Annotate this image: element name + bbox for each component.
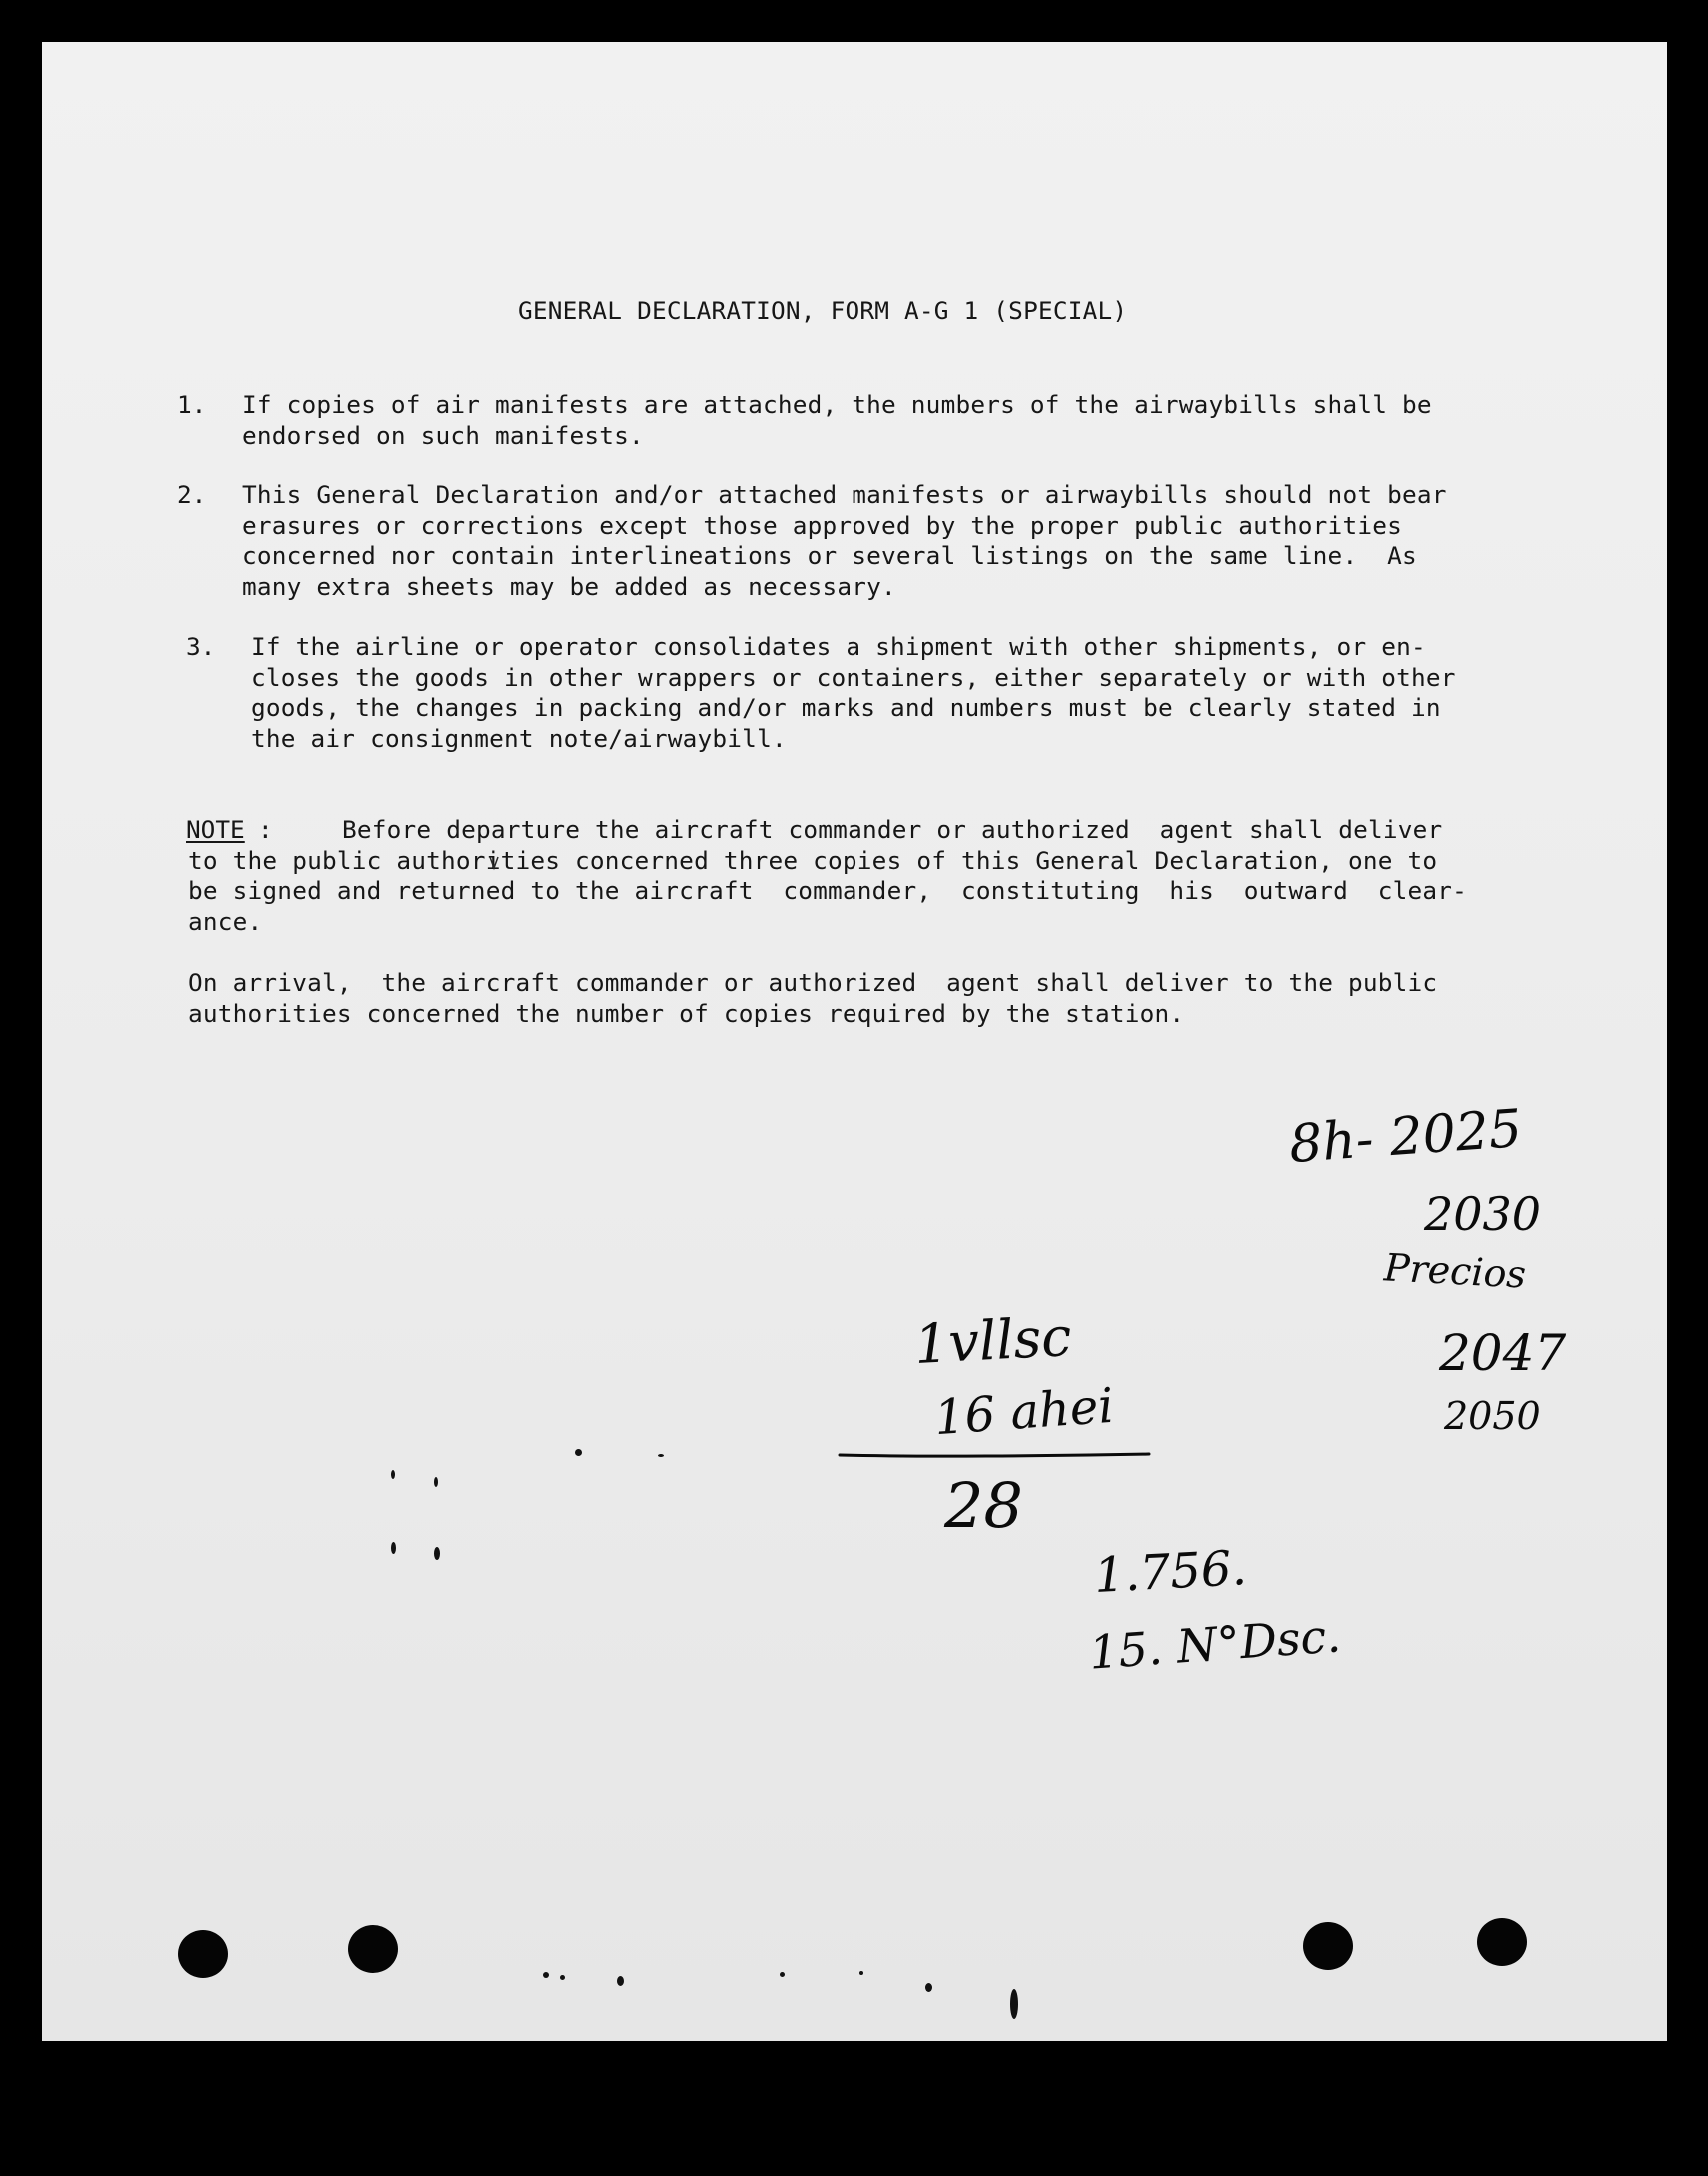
- note-line: be signed and returned to the aircraft commander, constituting his outward clear-: [188, 876, 1468, 905]
- dust-speck: [434, 1477, 438, 1487]
- dust-speck: [859, 1971, 863, 1975]
- punch-hole: [348, 1925, 398, 1973]
- note-caret-mark: [490, 857, 498, 868]
- dust-speck: [391, 1542, 396, 1554]
- paragraph-2-line: erasures or corrections except those approved by the proper public authorities: [242, 510, 1402, 540]
- paragraph-3-line: goods, the changes in packing and/or marks and numbers must be clearly stated in: [251, 693, 1441, 722]
- sum-line: [840, 1454, 1149, 1456]
- form-title: GENERAL DECLARATION, FORM A-G 1 (SPECIAL): [518, 296, 1128, 325]
- note-label: NOTE: [186, 815, 245, 844]
- dust-speck: [925, 1983, 932, 1992]
- dust-speck: [543, 1972, 549, 1978]
- paragraph-2-line: many extra sheets may be added as necessary.: [242, 571, 896, 601]
- dust-speck: [434, 1547, 440, 1560]
- paragraph-3-line: the air consignment note/airwaybill.: [251, 723, 787, 753]
- dust-speck: [391, 1470, 395, 1479]
- handwritten-note: 2030: [1424, 1187, 1542, 1241]
- arrival-line: authorities concerned the number of copies required by the station.: [188, 998, 1185, 1028]
- paragraph-1-line: endorsed on such manifests.: [242, 420, 644, 450]
- arrival-line: On arrival, the aircraft commander or authorized agent shall deliver to the public: [188, 968, 1438, 997]
- dust-speck: [658, 1454, 664, 1457]
- note-line: ance.: [188, 906, 263, 936]
- dust-speck: [1010, 1989, 1018, 2019]
- paragraph-1-line: If copies of air manifests are attached, the numbers of the airwaybills shall be: [242, 390, 1432, 419]
- handwritten-note: Precios: [1382, 1245, 1528, 1297]
- dust-speck: [617, 1976, 624, 1986]
- paragraph-3-line: If the airline or operator consolidates a shipment with other shipments, or en-: [251, 632, 1426, 661]
- punch-hole: [1303, 1922, 1353, 1970]
- handwritten-calc: 15. N°Dsc.: [1087, 1608, 1343, 1680]
- handwritten-note: 8h- 2025: [1287, 1098, 1524, 1176]
- handwritten-note: 2047: [1439, 1324, 1567, 1382]
- paragraph-3-number: 3.: [186, 632, 216, 661]
- handwritten-note: 2050: [1444, 1394, 1541, 1438]
- punch-hole: [1477, 1918, 1527, 1966]
- paragraph-2-line: This General Declaration and/or attached manifests or airwaybills should not bear: [242, 480, 1447, 509]
- punch-hole: [178, 1930, 228, 1978]
- handwritten-calc: 1.756.: [1092, 1540, 1249, 1604]
- dust-speck: [560, 1975, 565, 1980]
- paragraph-3-line: closes the goods in other wrappers or containers, either separately or with other: [251, 662, 1456, 692]
- handwritten-calc: 16 ahei: [932, 1377, 1116, 1447]
- paragraph-2-line: concerned nor contain interlineations or several listings on the same line. As: [242, 541, 1417, 570]
- note-line: to the public authorities concerned three copies of this General Declaration, one to: [188, 845, 1438, 875]
- handwritten-calc: 28: [944, 1469, 1023, 1542]
- handwritten-calc: 1vllsc: [912, 1304, 1073, 1377]
- paragraph-1-number: 1.: [177, 390, 207, 419]
- paragraph-2-number: 2.: [177, 480, 207, 509]
- dust-speck: [780, 1972, 785, 1977]
- dust-speck: [575, 1449, 582, 1456]
- note-first-line: Before departure the aircraft commander or authorized agent shall deliver: [342, 815, 1443, 844]
- note-colon: :: [258, 815, 273, 844]
